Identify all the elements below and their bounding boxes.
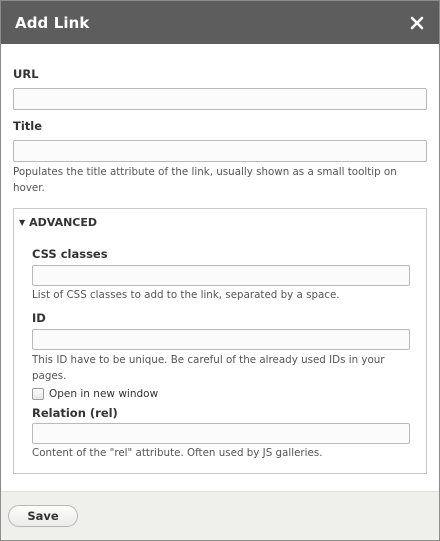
css-classes-description: List of CSS classes to add to the link, separated by a space. (32, 289, 340, 301)
css-classes-label: CSS classes (32, 247, 108, 261)
css-classes-input[interactable] (32, 265, 410, 286)
advanced-toggle[interactable] (19, 216, 97, 229)
dialog-footer (1, 491, 439, 540)
new-window-label[interactable]: Open in new window (49, 388, 159, 400)
dialog-titlebar (1, 1, 439, 44)
save-button[interactable]: Save (8, 505, 78, 527)
close-icon[interactable] (410, 16, 424, 30)
url-label: URL (13, 67, 39, 81)
id-description: This ID have to be unique. Be careful of the already used IDs in your pages. (32, 354, 385, 382)
advanced-fields (32, 247, 410, 461)
title-input[interactable] (13, 140, 427, 162)
id-input[interactable] (32, 329, 410, 350)
new-window-option (32, 388, 410, 400)
dialog-content (1, 44, 439, 474)
advanced-fieldset (13, 208, 427, 474)
title-description: Populates the title attribute of the link, usually shown as a small tooltip on hover. (13, 166, 397, 194)
relation-input[interactable] (32, 423, 410, 444)
id-label: ID (32, 311, 46, 325)
relation-description: Content of the "rel" attribute. Often used by JS galleries. (32, 447, 323, 459)
dialog-title: Add Link (15, 13, 90, 32)
relation-label: Relation (rel) (32, 406, 118, 420)
title-label: Title (13, 119, 43, 133)
advanced-legend-label: ADVANCED (29, 216, 98, 229)
triangle-down-icon: ▼ (19, 218, 26, 227)
new-window-checkbox[interactable] (32, 388, 44, 400)
url-input[interactable] (13, 88, 427, 110)
